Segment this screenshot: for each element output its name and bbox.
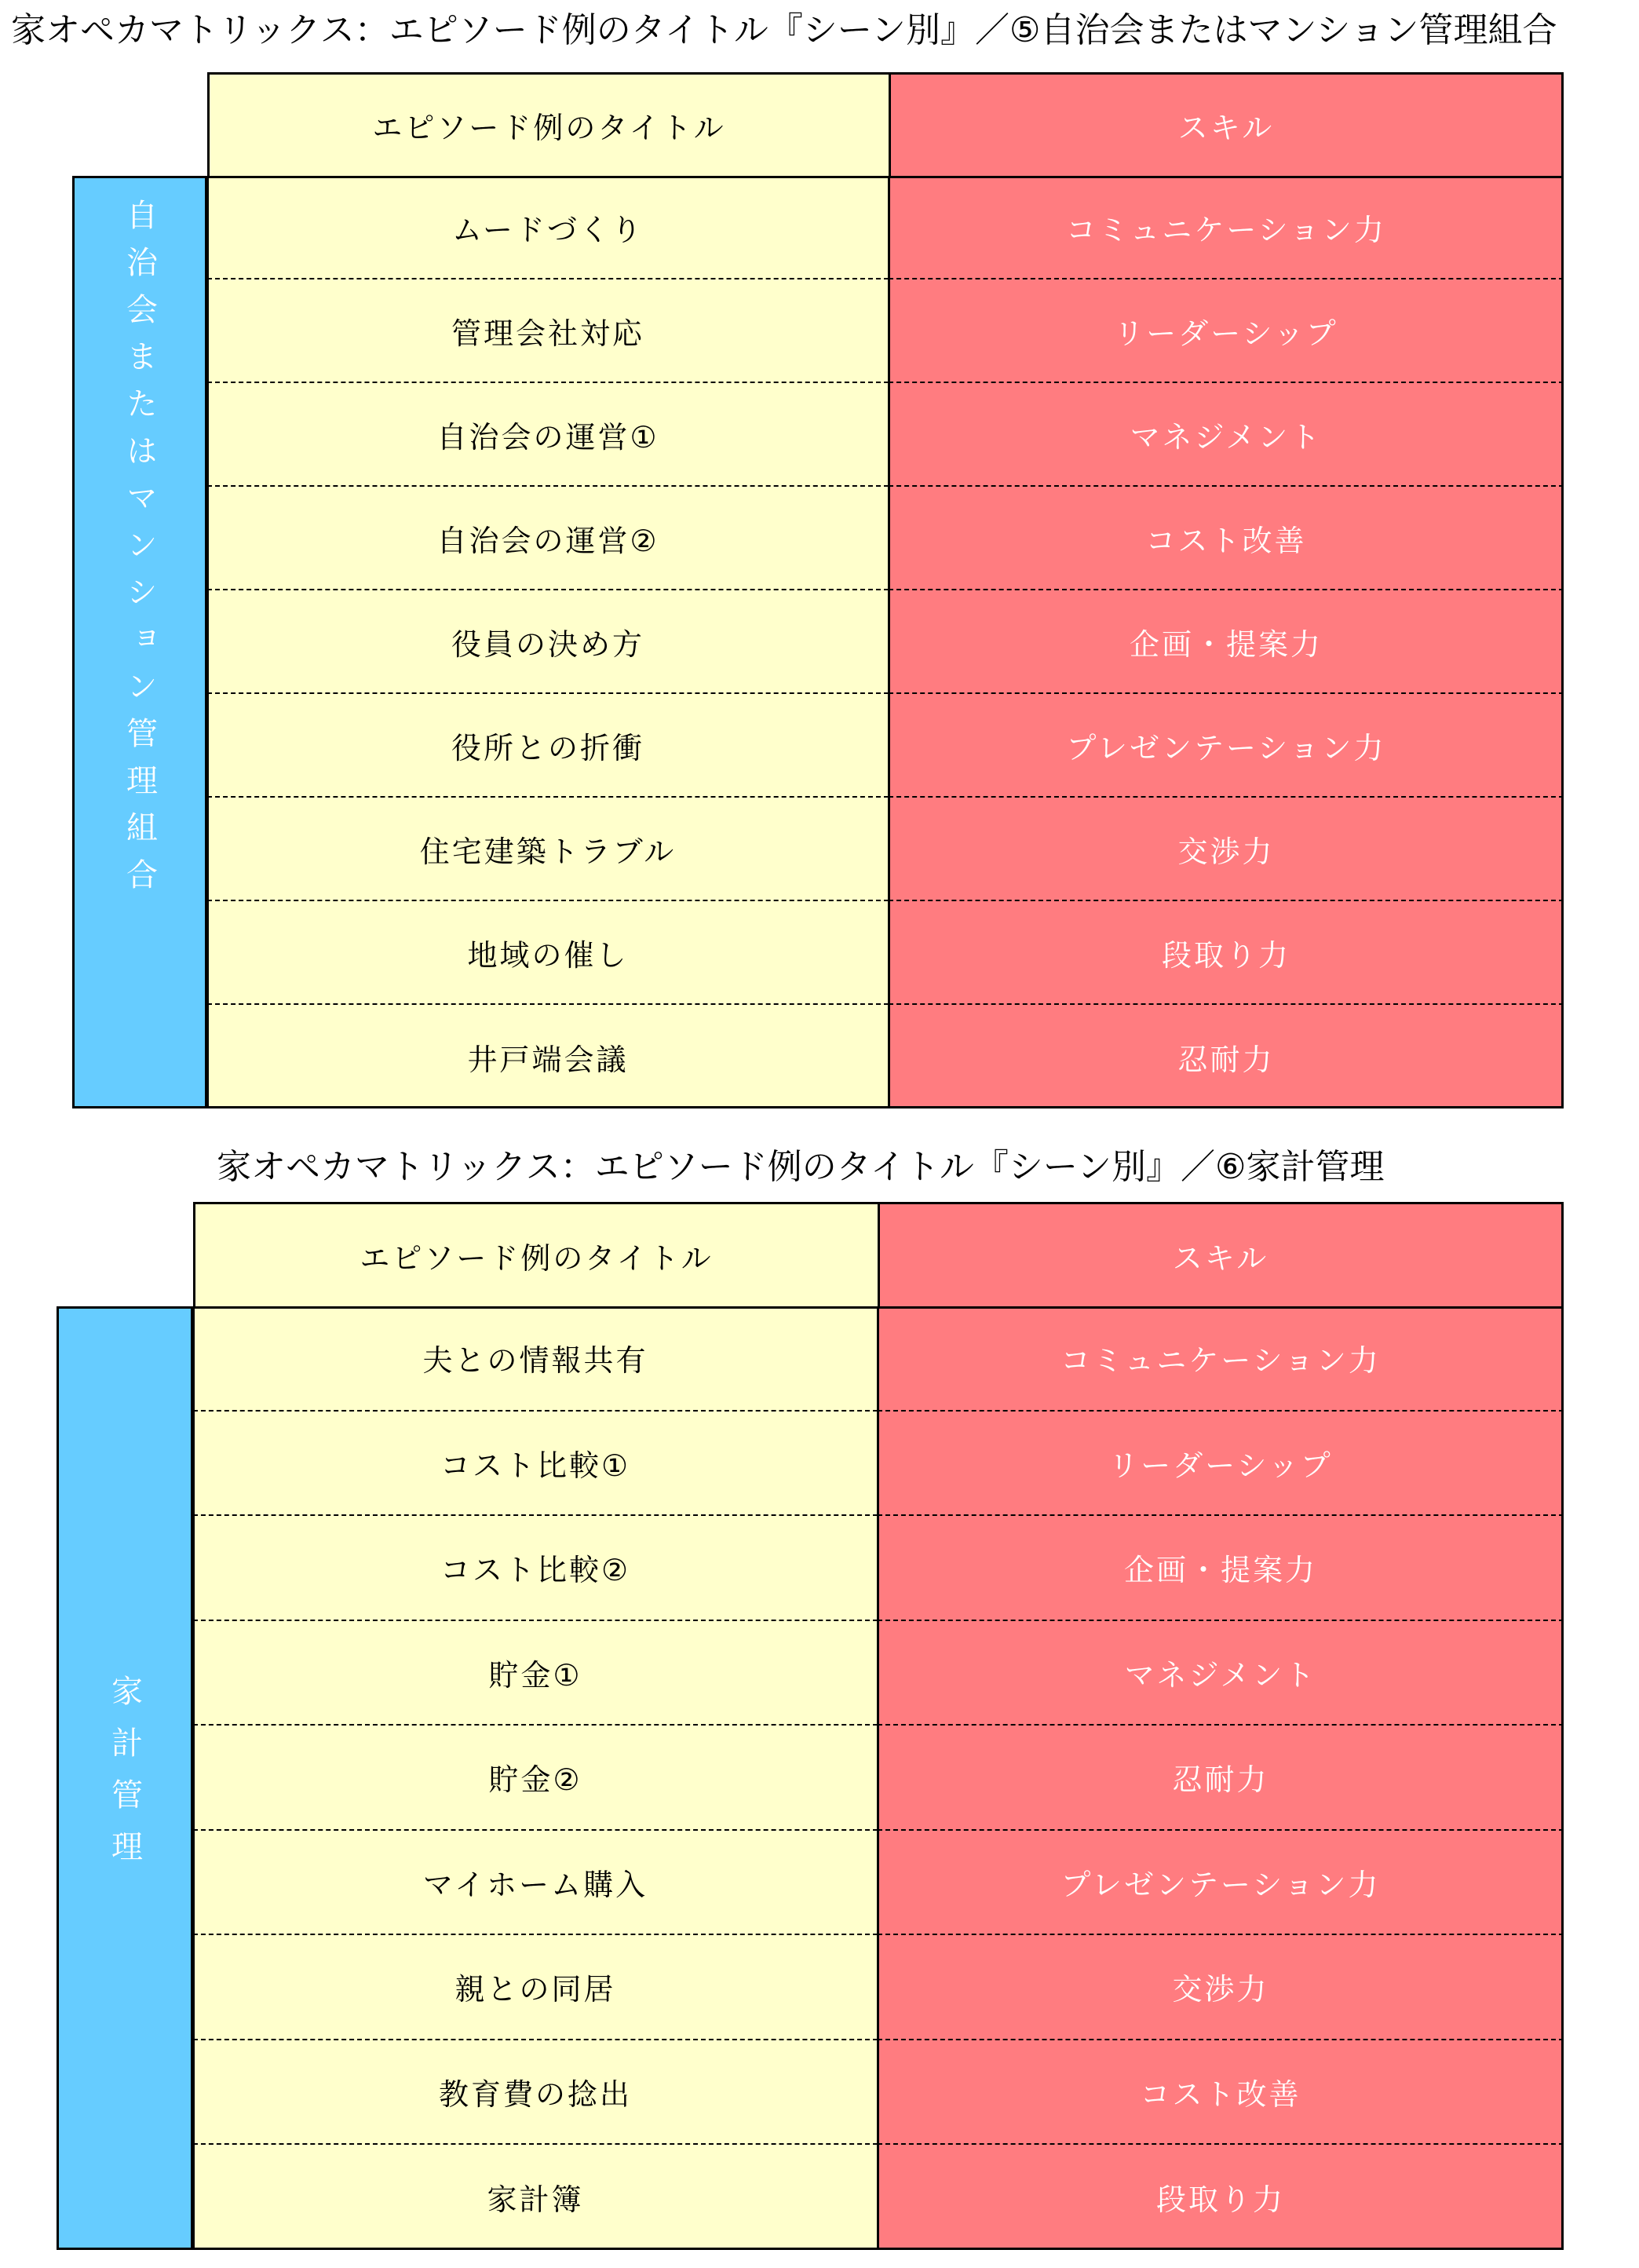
- matrix-household-budget: [57, 1202, 1564, 2250]
- episode-cell: 教育費の捻出: [193, 2040, 878, 2146]
- episode-cell: ムードづくり: [207, 176, 889, 279]
- skill-cell: コスト改善: [878, 2040, 1564, 2146]
- header-skill: スキル: [878, 1202, 1564, 1309]
- skill-cell: コスト改善: [889, 487, 1564, 590]
- episode-cell: マイホーム購入: [193, 1831, 878, 1936]
- skill-cell: 忍耐力: [889, 1005, 1564, 1108]
- header-episode-title: エピソード例のタイトル: [207, 72, 891, 178]
- skill-cell: マネジメント: [878, 1621, 1564, 1726]
- skill-cell: マネジメント: [889, 383, 1564, 487]
- episode-cell: 役所との折衝: [207, 694, 889, 798]
- group-label-neighborhood-association: [72, 176, 207, 1108]
- episode-cell: 管理会社対応: [207, 279, 889, 383]
- group-label-text: 自治会またはマンション管理組合: [121, 199, 158, 905]
- skill-cell: 段取り力: [889, 901, 1564, 1005]
- episode-cell: 役員の決め方: [207, 590, 889, 694]
- episode-cell: 井戸端会議: [207, 1005, 889, 1108]
- column-divider: [877, 1306, 879, 2250]
- episode-cell: 貯金①: [193, 1621, 878, 1726]
- episode-cell: コスト比較①: [193, 1412, 878, 1517]
- episode-cell: 地域の催し: [207, 901, 889, 1005]
- skill-cell: リーダーシップ: [878, 1412, 1564, 1517]
- matrix-neighborhood-association: [72, 72, 1564, 1108]
- episode-cell: コスト比較②: [193, 1516, 878, 1621]
- episode-cell: 自治会の運営①: [207, 383, 889, 487]
- skill-cell: 交渉力: [889, 798, 1564, 901]
- episode-cell: 親との同居: [193, 1935, 878, 2040]
- matrix-title-neighborhood: 家オペカマトリックス：エピソード例のタイトル『シーン別』／⑤自治会またはマンション管理組合: [11, 10, 1557, 50]
- episode-cell: 住宅建築トラブル: [207, 798, 889, 901]
- group-label-text: 家計管理: [106, 1675, 143, 1882]
- skill-cell: 交渉力: [878, 1935, 1564, 2040]
- skill-cell: コミュニケーション力: [878, 1306, 1564, 1412]
- matrix-title-household-budget: 家オペカマトリックス：エピソード例のタイトル『シーン別』／⑥家計管理: [217, 1147, 1385, 1187]
- group-label-household-budget: [57, 1306, 193, 2250]
- skill-cell: 企画・提案力: [889, 590, 1564, 694]
- skill-cell: 企画・提案力: [878, 1516, 1564, 1621]
- episode-cell: 夫との情報共有: [193, 1306, 878, 1412]
- column-divider: [888, 176, 890, 1108]
- header-episode-title: エピソード例のタイトル: [193, 1202, 880, 1309]
- skill-cell: 段取り力: [878, 2145, 1564, 2250]
- episode-cell: 家計簿: [193, 2145, 878, 2250]
- skill-cell: コミュニケーション力: [889, 176, 1564, 279]
- episode-cell: 貯金②: [193, 1726, 878, 1831]
- skill-cell: プレゼンテーション力: [878, 1831, 1564, 1936]
- skill-cell: リーダーシップ: [889, 279, 1564, 383]
- episode-cell: 自治会の運営②: [207, 487, 889, 590]
- skill-cell: プレゼンテーション力: [889, 694, 1564, 798]
- header-skill: スキル: [889, 72, 1564, 178]
- skill-cell: 忍耐力: [878, 1726, 1564, 1831]
